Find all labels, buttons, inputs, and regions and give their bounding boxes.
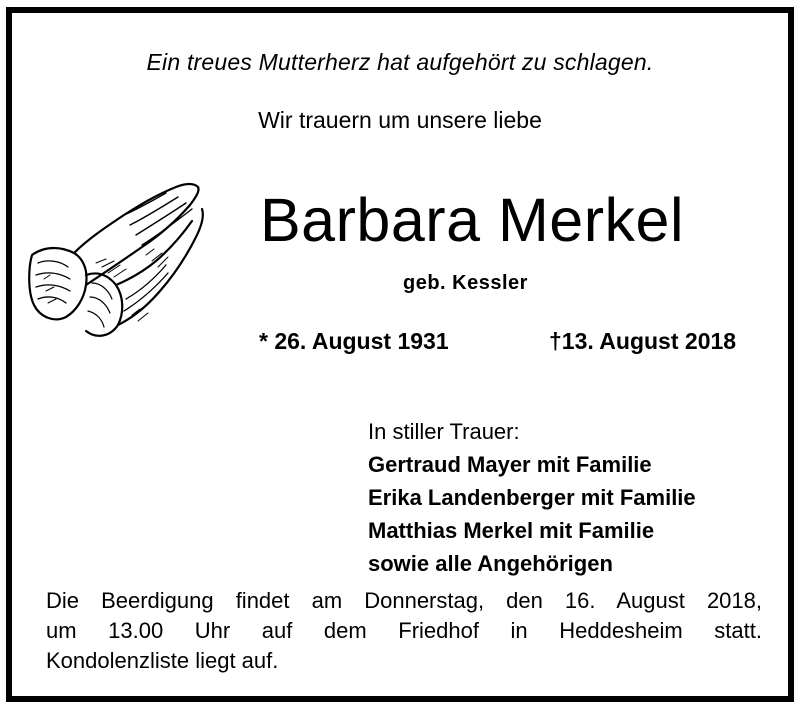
birth-date: * 26. August 1931 [259, 328, 449, 354]
maiden-name: geb. Kessler [403, 272, 528, 294]
funeral-line: Kondolenzliste liegt auf. [46, 648, 279, 673]
motto-line: Ein treues Mutterherz hat aufgehört zu schlagen. [146, 49, 654, 75]
mourners-label: In stiller Trauer: [368, 419, 520, 444]
praying-hands-icon [26, 175, 206, 345]
funeral-line: um 13.00 Uhr auf dem Friedhof in Heddesheim statt. [46, 618, 762, 643]
mourners-block [368, 415, 696, 580]
deceased-name: Barbara Merkel [260, 186, 684, 254]
mourner-line: Matthias Merkel mit Familie [368, 518, 655, 543]
mourner-line: Gertraud Mayer mit Familie [368, 452, 652, 477]
death-date: †13. August 2018 [549, 328, 737, 354]
intro-line: Wir trauern um unsere liebe [258, 107, 542, 133]
mourner-line: Erika Landenberger mit Familie [368, 485, 696, 510]
funeral-notice [46, 586, 762, 676]
funeral-line: Die Beerdigung findet am Donnerstag, den 16. August 2018, [46, 588, 762, 613]
mourner-line: sowie alle Angehörigen [368, 551, 613, 576]
obituary-frame [6, 7, 794, 702]
